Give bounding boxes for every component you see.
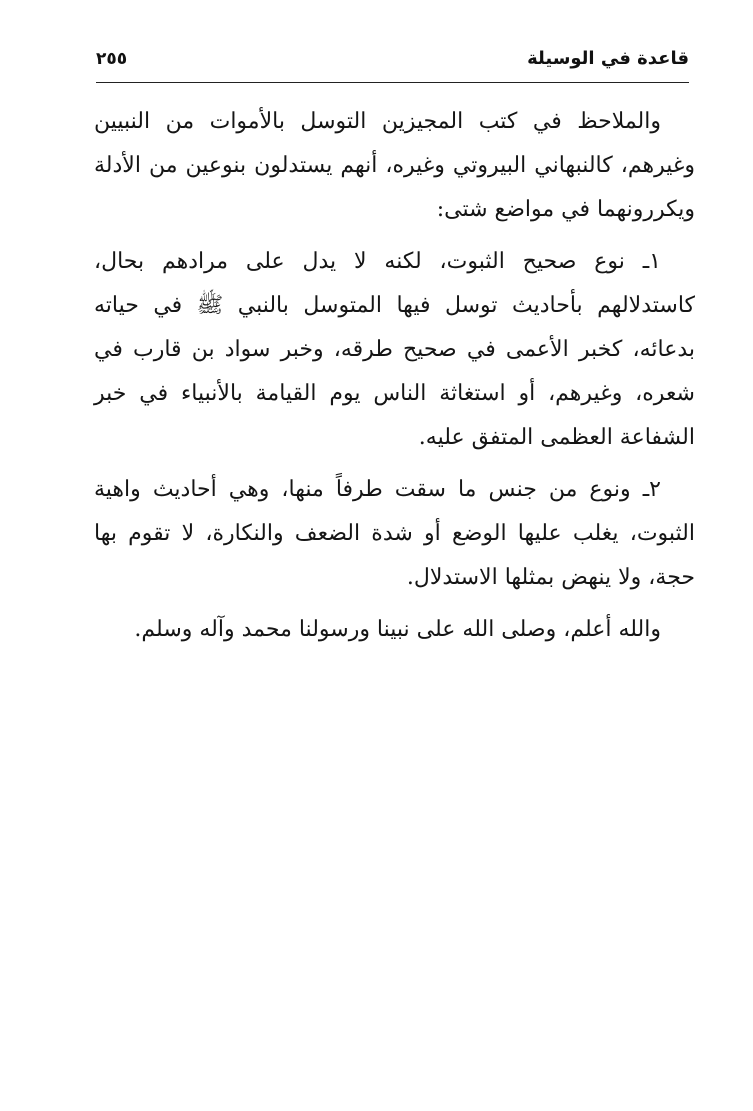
running-title: قاعدة في الوسيلة — [527, 48, 689, 69]
paragraph-first-type: ١ـ نوع صحيح الثبوت، لكنه لا يدل على مرادهم بحال، كاستدلالهم بأحاديث توسل فيها المتوسل بالنبي ﷺ في حياته بدعائه، كخبر الأعمى في صحيح طرقه، وخبر سواد بن قارب في شعره، وغيرهم، أو استغاثة الناس يوم القيامة بالأنبياء في خبر الشفاعة العظمى المتفق عليه. — [94, 249, 695, 450]
page-number: ٢٥٥ — [96, 49, 128, 69]
paragraph-closing: والله أعلم، وصلى الله على نبينا ورسولنا محمد وآله وسلم. — [134, 617, 661, 642]
paragraph-intro: والملاحظ في كتب المجيزين التوسل بالأموات من النبيين وغيرهم، كالنبهاني البيروتي وغيره، أنهم يستدلون بنوعين من الأدلة ويكررونهما في مواضع شتى: — [94, 109, 695, 222]
paragraph-second-type: ٢ـ ونوع من جنس ما سقت طرفاً منها، وهي أحاديث واهية الثبوت، يغلب عليها الوضع أو شدة الضعف والنكارة، لا تقوم بها حجة، ولا ينهض بمثلها الاستدلال. — [94, 477, 695, 590]
header-rule — [96, 82, 689, 83]
page-header — [96, 40, 689, 80]
body-text — [94, 100, 695, 660]
